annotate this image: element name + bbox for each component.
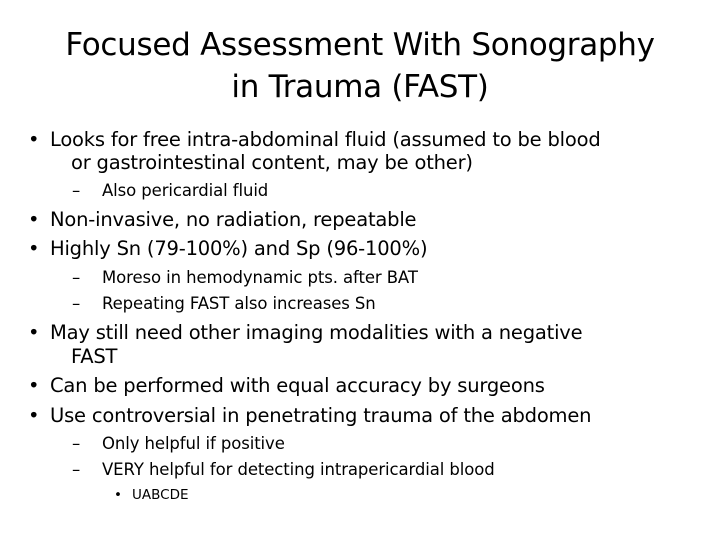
list-item-text: Looks for free intra-abdominal fluid (assumed to be blood — [50, 128, 601, 151]
list-item-text: Repeating FAST also increases Sn — [102, 294, 376, 313]
list-item-text: UABCDE — [132, 487, 189, 503]
bullet-marker: • — [28, 321, 40, 344]
bullet-marker: • — [28, 208, 40, 231]
list-item-text: Highly Sn (79-100%) and Sp (96-100%) — [50, 237, 428, 260]
list-item-text: Also pericardial fluid — [102, 181, 269, 200]
bullet-marker: • — [28, 237, 40, 260]
list-item-text: FAST — [71, 345, 118, 368]
title-line-1: Focused Assessment With Sonography — [65, 27, 655, 63]
list-item-text: VERY helpful for detecting intrapericardial blood — [102, 460, 495, 479]
list-item-text: Can be performed with equal accuracy by surgeons — [50, 374, 545, 397]
list-item-text: May still need other imaging modalities with a negative — [50, 321, 583, 344]
sub-sub-bullet-marker: • — [114, 487, 122, 503]
sub-bullet-marker: – — [72, 294, 81, 313]
list-item-text: or gastrointestinal content, may be other) — [71, 151, 473, 174]
list-item-text: Only helpful if positive — [102, 434, 285, 453]
sub-bullet-marker: – — [72, 434, 81, 453]
bullet-marker: • — [28, 128, 40, 151]
bullet-marker: • — [28, 374, 40, 397]
list-item-text: Use controversial in penetrating trauma of the abdomen — [50, 404, 592, 427]
list-item-text: Non-invasive, no radiation, repeatable — [50, 208, 417, 231]
sub-bullet-marker: – — [72, 268, 81, 287]
list-item-text: Moreso in hemodynamic pts. after BAT — [102, 268, 418, 287]
sub-bullet-marker: – — [72, 460, 81, 479]
sub-bullet-marker: – — [72, 181, 81, 200]
bullet-marker: • — [28, 404, 40, 427]
title-line-2: in Trauma (FAST) — [231, 69, 489, 105]
